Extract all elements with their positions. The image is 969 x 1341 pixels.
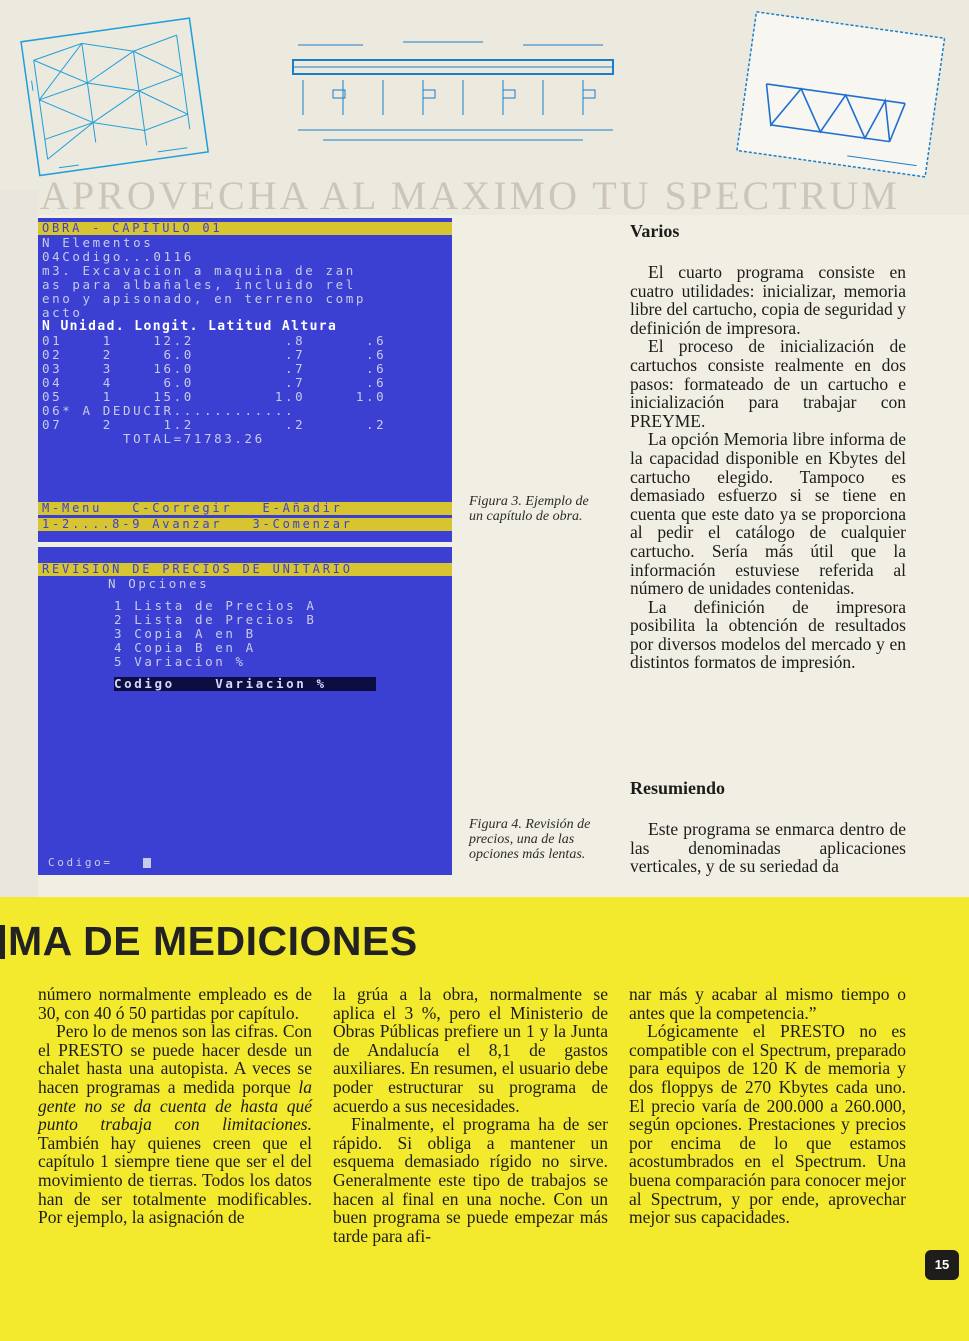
figure4-option: 3 Copia A en B: [114, 626, 256, 641]
figure3-line: acto: [42, 305, 83, 320]
figure4-option: 2 Lista de Precios B: [114, 612, 317, 627]
section-heading-resumiendo: Resumiendo: [630, 778, 726, 798]
figure4-prompt-bar: Codigo Variacion %: [114, 677, 376, 691]
page-edge-shadow: [0, 190, 38, 900]
page-number: 15: [925, 1250, 959, 1280]
figure3-line: 05 1 15.0 1.0 1.0: [42, 389, 387, 404]
figure3-menu-bar: 1-2....8-9 Avanzar 3-Comenzar: [38, 518, 452, 531]
truss-drawing-right: [735, 5, 955, 195]
paragraph: número normalmente empleado es de 30, con 40 ó 50 partidas por capítulo.: [38, 984, 312, 1023]
structure-drawing-left: [10, 10, 225, 190]
paragraph: El cuarto programa consiste en cuatro utilidades: inicializar, memoria libre del cartucho, copia de seguridad y definición de impresora.: [630, 262, 906, 338]
figure4-screen: [38, 547, 452, 875]
figure3-line: as para albañales, incluido rel: [42, 277, 356, 292]
right-column-text-2: [630, 820, 906, 876]
elevation-drawing-center: [283, 20, 628, 160]
figure4-option: 1 Lista de Precios A: [114, 598, 317, 613]
paragraph: nar más y acabar al mismo tiempo o antes que la competencia.”: [629, 984, 906, 1023]
figure4-subtitle: N Opciones: [108, 576, 210, 591]
paragraph: la grúa a la obra, normalmente se aplica el 3 %, pero el Ministerio de Obras Públicas prefiere un 1 y la Junta de Andalucía el 8,1 de gastos auxiliares. En resumen, el usuario debe poder estructurar su programa de acuerdo a sus necesidades.: [333, 984, 608, 1116]
bottom-column-1: [38, 985, 312, 1227]
paragraph: La definición de impresora posibilita la obtención de resultados por diversos modelos del mercado y en distintos formatos de impresión.: [630, 596, 906, 673]
section-heading-varios: Varios: [630, 221, 680, 241]
article-banner-title: MA DE MEDICIONES: [8, 918, 418, 964]
figure3-line: 01 1 12.2 .8 .6: [42, 333, 387, 348]
figure3-column-headers: N Unidad. Longit. Latitud Altura: [42, 319, 338, 334]
paragraph: Este programa se enmarca dentro de las denominadas aplicaciones verticales, y de su seriedad da: [630, 819, 906, 877]
figure3-caption: Figura 3. Ejemplo de un capítulo de obra.: [469, 494, 589, 524]
figure3-line: N Elementos: [42, 235, 154, 250]
figure4-title-bar: REVISION DE PRECIOS DE UNITARIO: [38, 563, 452, 576]
figure3-line: 06* A DEDUCIR............: [42, 403, 296, 418]
figure4-cursor: [143, 858, 151, 868]
figure4-option: 4 Copia B en A: [114, 640, 256, 655]
paragraph: Pero lo de menos son las cifras. Con el PRESTO se puede hacer desde un chalet hasta una autopista. A veces se hacen programas a medida porque la gente no se da cuenta de hasta qué punto trabaja con limitaciones. También hay quienes creen que el capítulo 1 siempre tiene que ser el del movimiento de tierras. Todos los datos han de ser totalmente modificables. Por ejemplo, la asignación de: [38, 1021, 313, 1228]
figure3-line: m3. Excavacion a maquina de zan: [42, 263, 356, 278]
figure3-line: 03 3 16.0 .7 .6: [42, 361, 387, 376]
right-column-text: [630, 263, 906, 672]
figure3-screen: [38, 218, 452, 542]
figure3-line: eno y apisonado, en terreno comp: [42, 291, 367, 306]
figure3-menu-bar: M-Menu C-Corregir E-Añadir: [38, 502, 452, 515]
figure4-caption: Figura 4. Revisión de precios, una de las opciones más lentas.: [469, 817, 591, 862]
bottom-column-2: [333, 985, 608, 1245]
figure4-option: 5 Variacion %: [114, 654, 246, 669]
italic-phrase: la gente no se da cuenta de hasta qué punto trabaja con limitaciones.: [38, 1076, 313, 1135]
background-magazine-title: APROVECHA AL MAXIMO TU SPECTRUM: [40, 173, 900, 215]
banner-left-bar: [0, 925, 5, 959]
paragraph: La opción Memoria libre informa de la capacidad disponible en Kbytes del cartucho elegido. Tampoco es demasiado esfuerzo si se tiene en cuenta que este dato ya se proporciona al pedir el catálogo de cualquier cartucho. Sería más útil que la información estuviese referida al número de unidades contenidas.: [630, 429, 906, 599]
figure3-total: TOTAL=71783.26: [42, 431, 265, 446]
paragraph: El proceso de inicialización de cartuchos consiste realmente en dos pasos: formateado de un cartucho e inicialización para trabajar con PREYME.: [630, 336, 906, 431]
bottom-column-3: [629, 985, 906, 1227]
figure3-line: 02 2 6.0 .7 .6: [42, 347, 387, 362]
top-illustration-strip: [0, 0, 969, 215]
figure3-line: 04Codigo...0116: [42, 249, 194, 264]
figure3-line: 07 2 1.2 .2 .2: [42, 417, 387, 432]
paragraph: Lógicamente el PRESTO no es compatible con el Spectrum, preparado para equipos de 120 K de memoria y dos floppys de 270 Kbytes cada uno. El precio varía de 200.000 a 260.000, según opciones. Prestaciones y precios por encima de lo que estamos acostumbrados en el Spectrum. Una buena comparación para conocer mejor al Spectrum, y por ende, aprovechar mejor sus capacidades.: [629, 1021, 906, 1228]
paragraph: Finalmente, el programa ha de ser rápido. Si obliga a mantener un esquema demasiado rígido no sirve. Generalmente este tipo de trabajos se hacen al final en una noche. Con un buen programa se puede empezar más tarde para afi-: [333, 1114, 608, 1246]
figure3-title-bar: OBRA - CAPITULO 01: [38, 222, 452, 235]
figure3-line: 04 4 6.0 .7 .6: [42, 375, 387, 390]
figure4-input: Codigo=: [48, 856, 113, 869]
